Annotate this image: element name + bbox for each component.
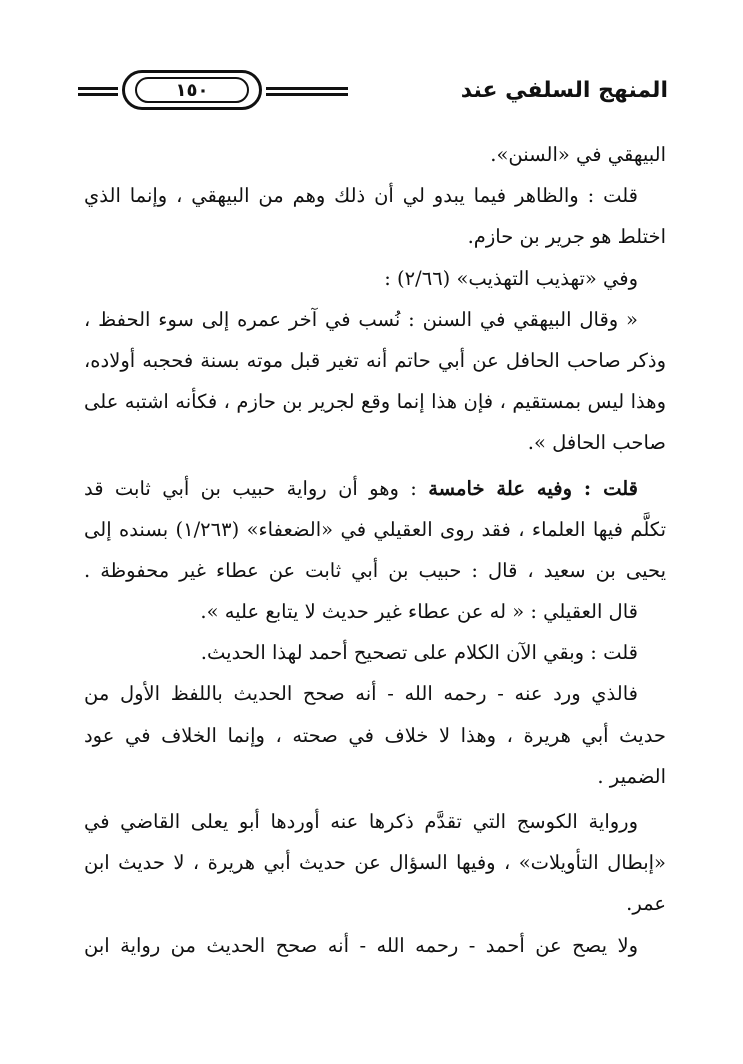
page-header — [78, 70, 668, 114]
text-line-14: فالذي ورد عنه - رحمه الله - أنه صحح الحديث باللفظ الأول من — [84, 682, 638, 706]
text-line-1: البيهقي في «السنن». — [490, 143, 666, 166]
page-number: ١٥٠ — [135, 77, 249, 103]
bold-phrase: قلت : وفيه علة خامسة — [428, 476, 638, 500]
text-line-7: وهذا ليس بمستقيم ، فإن هذا إنما وقع لجرير بن حازم ، فكأنه اشتبه على — [84, 390, 666, 414]
body-text — [84, 134, 666, 966]
text-line-2: قلت : والظاهر فيما يبدو لي أن ذلك وهم من البيهقي ، وإنما الذي — [84, 184, 638, 208]
text-line-11: يحيى بن سعيد ، قال : حبيب بن أبي ثابت عن عطاء غير محفوظة . — [84, 558, 666, 582]
text-line-19: عمر. — [626, 892, 666, 916]
header-rule-left — [78, 87, 118, 96]
text-line-16: الضمير . — [597, 764, 666, 788]
text-line-4: وفي «تهذيب التهذيب» (٢/٦٦) : — [384, 266, 638, 290]
text-line-12: قال العقيلي : « له عن عطاء غير حديث لا يتابع عليه ». — [200, 600, 638, 624]
text-line-9-rest: : وهو أن رواية حبيب بن أبي ثابت قد — [84, 476, 429, 500]
text-line-5: « وقال البيهقي في السنن : نُسب في آخر عمره إلى سوء الحفظ ، — [84, 307, 638, 331]
page-number-frame — [122, 70, 262, 110]
text-line-6: وذكر صاحب الحافل عن أبي حاتم أنه تغير قبل موته بسنة فحجبه أولاده، — [84, 348, 666, 372]
text-line-8: صاحب الحافل ». — [527, 431, 666, 455]
header-rule-right — [266, 87, 348, 96]
text-line-13: قلت : وبقي الآن الكلام على تصحيح أحمد لهذا الحديث. — [200, 641, 638, 665]
text-line-20: ولا يصح عن أحمد - رحمه الله - أنه صحح الحديث من رواية ابن — [84, 933, 638, 957]
text-line-10: تكلَّم فيها العلماء ، فقد روى العقيلي في «الضعفاء» (١/٢٦٣) بسنده إلى — [84, 517, 666, 541]
running-title: المنهج السلفي عند — [460, 78, 668, 103]
text-line-3: اختلط هو جرير بن حازم. — [467, 225, 666, 249]
text-line-17: ورواية الكوسج التي تقدَّم ذكرها عنه أوردها أبو يعلى القاضي في — [84, 810, 638, 833]
text-line-9 — [84, 468, 666, 509]
text-line-18: «إبطال التأويلات» ، وفيها السؤال عن حديث أبي هريرة ، لا حديث ابن — [84, 851, 666, 875]
text-line-15: حديث أبي هريرة ، وهذا لا خلاف في صحته ، وإنما الخلاف في عود — [84, 723, 666, 747]
